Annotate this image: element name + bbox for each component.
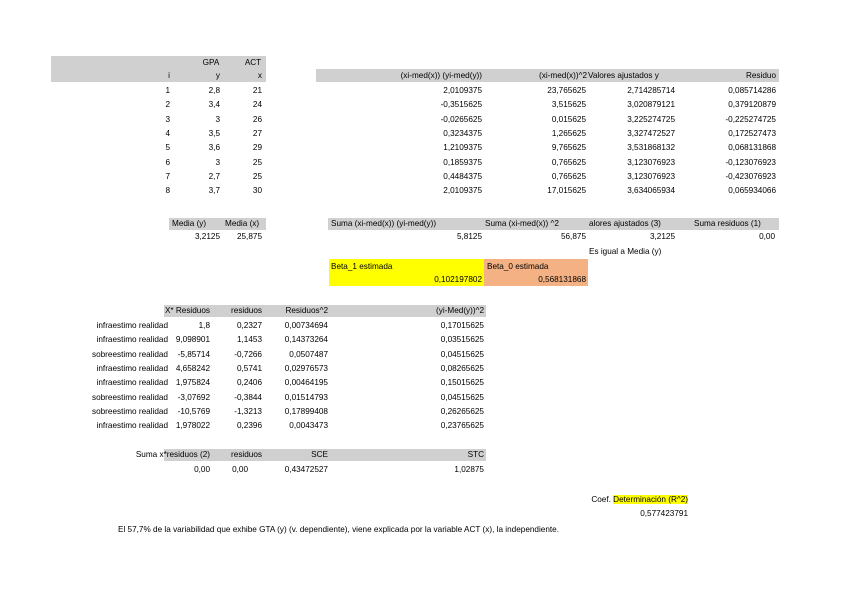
calc-cell-fitted: 3,531868132 — [627, 143, 675, 153]
data-cell-x: 25 — [252, 157, 262, 167]
resid-cell-y-dev-squared: 0,15015625 — [440, 378, 484, 388]
resid-cell-x-residuo: -3,07692 — [177, 392, 210, 402]
calc-cell-squares: 23,765625 — [547, 86, 586, 95]
sum-residuos-label: residuos — [231, 450, 262, 459]
determination-prefix: Coef. — [591, 495, 614, 504]
calc-cell-cross: 0,1859375 — [443, 157, 482, 167]
calc-cell-squares: 0,765625 — [551, 171, 586, 181]
sum-squares-label: Suma (xi-med(x)) ^2 — [485, 219, 559, 228]
calc-cell-residual: 0,172527473 — [728, 128, 776, 138]
resid-cell-y-dev-squared: 0,03515625 — [440, 335, 484, 345]
resid-cell-residuo: 0,2396 — [236, 421, 262, 431]
calc-cell-cross: 0,3234375 — [443, 128, 482, 138]
calc-cell-cross: 1,2109375 — [443, 143, 482, 153]
calc-cell-fitted: 2,714285714 — [627, 86, 675, 95]
beta1-value: 0,102197802 — [434, 275, 482, 284]
resid-cell-note: sobreestimo realidad — [91, 406, 168, 416]
resid-cell-y-dev-squared: 0,17015625 — [440, 321, 484, 330]
header-y-dev-squared: (yi-Med(y))^2 — [436, 306, 484, 315]
calc-cell-squares: 3,515625 — [551, 100, 586, 110]
resid-cell-residuo: -0,3844 — [234, 392, 262, 402]
resid-cell-residuo-squared: 0,0043473 — [289, 421, 328, 431]
calc-cell-residual: 0,068131868 — [728, 143, 776, 153]
calc-cell-cross: 2,0109375 — [443, 186, 482, 196]
header-gpa: GPA — [202, 58, 220, 67]
resid-cell-residuo-squared: 0,01514793 — [284, 392, 328, 402]
media-y-value: 3,2125 — [194, 232, 220, 241]
calc-cell-residual: 0,085714286 — [728, 86, 776, 95]
header-x: x — [257, 71, 262, 80]
resid-cell-x-residuo: -10,5769 — [177, 406, 210, 416]
data-cell-y: 2,8 — [208, 86, 220, 95]
calc-cell-fitted: 3,123076923 — [627, 157, 675, 167]
header-act: ACT — [244, 58, 262, 67]
sum-x-residuos-value: 0,00 — [194, 465, 210, 474]
resid-cell-note: infraestimo realidad — [96, 421, 168, 431]
resid-cell-y-dev-squared: 0,08265625 — [440, 363, 484, 373]
data-cell-y: 3 — [215, 157, 220, 167]
data-cell-y: 3,4 — [208, 100, 220, 110]
calc-cell-residual: -0,123076923 — [725, 157, 776, 167]
calc-cell-residual: 0,379120879 — [728, 100, 776, 110]
resid-cell-note: sobreestimo realidad — [91, 349, 168, 359]
calc-cell-fitted: 3,020879121 — [627, 100, 675, 110]
resid-cell-residuo-squared: 0,0507487 — [289, 349, 328, 359]
resid-cell-x-residuo: 9,098901 — [175, 335, 210, 345]
resid-cell-residuo: -0,7266 — [234, 349, 262, 359]
sum-fitted-label: alores ajustados (3) — [589, 219, 661, 228]
resid-cell-x-residuo: 1,8 — [198, 321, 210, 330]
calc-cell-squares: 9,765625 — [551, 143, 586, 153]
resid-cell-residuo: 0,2406 — [236, 378, 262, 388]
resid-cell-x-residuo: 1,978022 — [175, 421, 210, 431]
beta1-label: Beta_1 estimada — [331, 262, 393, 271]
calc-cell-fitted: 3,225274725 — [627, 114, 675, 124]
sce-label: SCE — [311, 450, 328, 459]
data-cell-x: 25 — [252, 171, 262, 181]
header-residuos: residuos — [231, 306, 262, 315]
resid-cell-x-residuo: -5,85714 — [177, 349, 210, 359]
resid-cell-note: infraestimo realidad — [96, 363, 168, 373]
data-cell-i: 6 — [165, 157, 170, 167]
sum-cross-label: Suma (xi-med(x)) (yi-med(y)) — [331, 219, 437, 228]
resid-cell-note: infraestimo realidad — [96, 335, 168, 345]
media-x-value: 25,875 — [236, 232, 262, 241]
calc-cell-residual: -0,423076923 — [725, 171, 776, 181]
header-fitted-values: Valores ajustados y — [588, 71, 659, 80]
resid-cell-residuo: -1,3213 — [234, 406, 262, 416]
determination-highlight: Determinación (R^2) — [613, 495, 688, 504]
data-cell-x: 24 — [252, 100, 262, 110]
calc-cell-fitted: 3,634065934 — [627, 186, 675, 196]
data-cell-i: 2 — [165, 100, 170, 110]
header-x-residuos: X* Residuos — [164, 306, 210, 315]
resid-cell-residuo: 0,2327 — [236, 321, 262, 330]
resid-cell-x-residuo: 1,975824 — [175, 378, 210, 388]
sum-residuals-value: 0,00 — [759, 232, 775, 241]
resid-cell-y-dev-squared: 0,04515625 — [440, 392, 484, 402]
data-cell-x: 26 — [252, 114, 262, 124]
sum-fitted-value: 3,2125 — [649, 232, 675, 241]
data-cell-x: 30 — [252, 186, 262, 196]
stc-value: 1,02875 — [454, 465, 484, 474]
data-cell-x: 29 — [252, 143, 262, 153]
resid-cell-y-dev-squared: 0,23765625 — [440, 421, 484, 431]
beta0-value: 0,568131868 — [538, 275, 586, 284]
media-x-label: Media (x) — [225, 219, 260, 228]
sum-cross-value: 5,8125 — [456, 232, 482, 241]
data-cell-y: 3 — [215, 114, 220, 124]
resid-cell-residuo-squared: 0,00464195 — [284, 378, 328, 388]
header-cross-deviation: (xi-med(x)) (yi-med(y)) — [400, 71, 482, 80]
calc-cell-cross: -0,0265625 — [440, 114, 482, 124]
calc-cell-cross: 2,0109375 — [443, 86, 482, 95]
resid-cell-y-dev-squared: 0,26265625 — [440, 406, 484, 416]
calc-cell-squares: 0,015625 — [551, 114, 586, 124]
resid-cell-residuo-squared: 0,14373264 — [284, 335, 328, 345]
calc-cell-cross: -0,3515625 — [440, 100, 482, 110]
data-cell-x: 27 — [252, 128, 262, 138]
data-cell-i: 3 — [165, 114, 170, 124]
sum-squares-value: 56,875 — [560, 232, 586, 241]
resid-cell-note: sobreestimo realidad — [91, 392, 168, 402]
resid-cell-residuo-squared: 0,02976573 — [284, 363, 328, 373]
sce-value: 0,43472527 — [284, 465, 328, 474]
data-cell-i: 7 — [165, 171, 170, 181]
header-residual: Residuo — [745, 71, 776, 80]
data-cell-y: 3,6 — [208, 143, 220, 153]
data-cell-i: 1 — [165, 86, 170, 95]
data-cell-i: 8 — [165, 186, 170, 196]
calc-cell-residual: -0,225274725 — [725, 114, 776, 124]
equals-mean-note: Es igual a Media (y) — [589, 247, 662, 256]
beta0-label: Beta_0 estimada — [487, 262, 549, 271]
media-y-label: Media (y) — [172, 219, 207, 228]
header-residuos-squared: Residuos^2 — [285, 306, 328, 315]
data-cell-y: 3,5 — [208, 128, 220, 138]
resid-cell-residuo-squared: 0,17899408 — [284, 406, 328, 416]
data-cell-y: 3,7 — [208, 186, 220, 196]
determination-label — [540, 494, 688, 505]
resid-cell-x-residuo: 4,658242 — [175, 363, 210, 373]
determination-value: 0,577423791 — [640, 509, 688, 518]
sum-residuals-label: Suma residuos (1) — [694, 219, 761, 228]
calc-cell-fitted: 3,123076923 — [627, 171, 675, 181]
sum-residuos-value: 0,00 — [232, 465, 248, 474]
stc-label: STC — [467, 450, 484, 459]
header-y: y — [215, 71, 220, 80]
resid-cell-residuo: 1,1453 — [236, 335, 262, 345]
data-cell-i: 4 — [165, 128, 170, 138]
resid-cell-residuo: 0,5741 — [236, 363, 262, 373]
resid-cell-residuo-squared: 0,00734694 — [284, 321, 328, 330]
data-cell-y: 2,7 — [208, 171, 220, 181]
calc-cell-squares: 1,265625 — [551, 128, 586, 138]
resid-cell-y-dev-squared: 0,04515625 — [440, 349, 484, 359]
calc-cell-cross: 0,4484375 — [443, 171, 482, 181]
conclusion-text: El 57,7% de la variabilidad que exhibe GTA (y) (v. dependiente), viene explicada por la variable ACT (x), la independiente. — [118, 525, 560, 534]
calc-cell-squares: 0,765625 — [551, 157, 586, 167]
calc-cell-squares: 17,015625 — [547, 186, 586, 196]
resid-cell-note: infraestimo realidad — [96, 321, 168, 330]
calc-cell-fitted: 3,327472527 — [627, 128, 675, 138]
data-cell-x: 21 — [252, 86, 262, 95]
header-x-dev-squared: (xi-med(x))^2 — [539, 71, 587, 80]
header-i: i — [168, 71, 170, 80]
resid-cell-note: infraestimo realidad — [96, 378, 168, 388]
calc-cell-residual: 0,065934066 — [728, 186, 776, 196]
data-cell-i: 5 — [165, 143, 170, 153]
sum-x-residuos-label: Suma x*residuos (2) — [135, 450, 210, 459]
